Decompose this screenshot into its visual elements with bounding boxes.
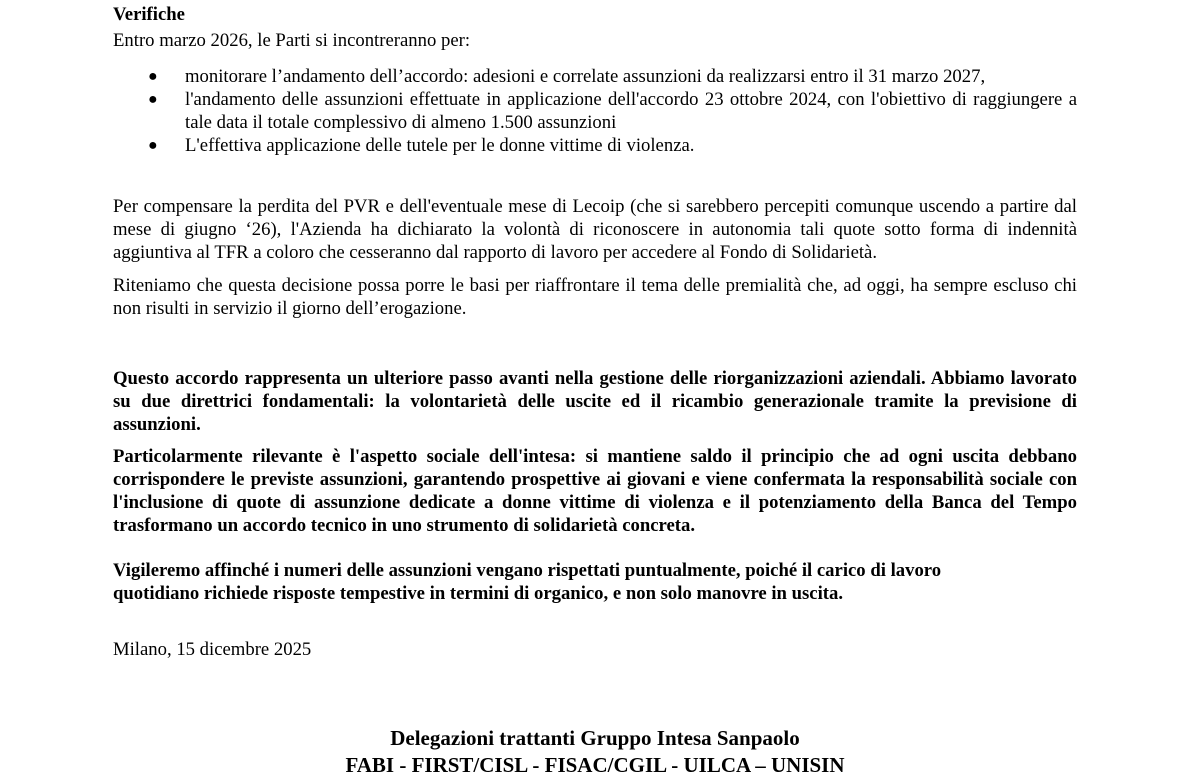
- signature-unions: FABI - FIRST/CISL - FISAC/CGIL - UILCA – UNISIN: [345, 753, 845, 777]
- bullet-dot-icon: ●: [148, 68, 158, 85]
- bullet-dot-icon: ●: [148, 137, 158, 154]
- list-item-text: monitorare l’andamento dell’accordo: adesioni e correlate assunzioni da realizzarsi entro il 31 marzo 2027,: [185, 66, 986, 87]
- paragraph-pvr: Per compensare la perdita del PVR e dell'eventuale mese di Lecoip (che si sarebbero percepiti comunque uscendo a partire dal mese di giugno ‘26), l'Azienda ha dichiarato la volontà di riconoscere in autonomia tali quote sotto forma di indennità aggiuntiva al TFR a coloro che cesseranno dal rapporto di lavoro per accedere al Fondo di Solidarietà.: [113, 196, 1077, 263]
- list-item: [113, 65, 1077, 88]
- paragraph-vigileremo-line1: Vigileremo affinché i numeri delle assunzioni vengano rispettati puntualmente, poiché il carico di lavoro: [113, 560, 942, 581]
- paragraph-vigileremo: [113, 559, 1077, 605]
- document-body: [113, 3, 1077, 661]
- signature-title: Delegazioni trattanti Gruppo Intesa Sanpaolo: [390, 726, 800, 750]
- list-item-text: l'andamento delle assunzioni effettuate in applicazione dell'accordo 23 ottobre 2024, con l'obiettivo di raggiungere a tale data il totale complessivo di almeno 1.500 assunzioni: [185, 89, 1077, 133]
- paragraph-accordo: Questo accordo rappresenta un ulteriore passo avanti nella gestione delle riorganizzazioni aziendali. Abbiamo lavorato su due direttrici fondamentali: la volontarietà delle uscite ed il ricambio generazionale tramite la previsione di assunzioni.: [113, 368, 1077, 435]
- section-heading: Verifiche: [113, 4, 185, 25]
- paragraph-particolarmente: Particolarmente rilevante è l'aspetto sociale dell'intesa: si mantiene saldo il principio che ad ogni uscita debbano corrispondere le previste assunzioni, garantendo prospettive ai giovani e viene confermata la responsabilità sociale con l'inclusione di quote di assunzione dedicate a donne vittime di violenza e il potenziamento della Banca del Tempo trasformano un accordo tecnico in uno strumento di solidarietà concreta.: [113, 446, 1077, 536]
- verification-list: [113, 65, 1077, 157]
- date-line: Milano, 15 dicembre 2025: [113, 639, 312, 660]
- paragraph-vigileremo-line2: quotidiano richiede risposte tempestive in termini di organico, e non solo manovre in uscita.: [113, 583, 844, 604]
- list-item: [113, 88, 1077, 134]
- section-intro: Entro marzo 2026, le Parti si incontreranno per:: [113, 30, 471, 51]
- list-item: [113, 134, 1077, 157]
- bullet-dot-icon: ●: [148, 91, 158, 108]
- paragraph-riteniamo: Riteniamo che questa decisione possa porre le basi per riaffrontare il tema delle premialità che, ad oggi, ha sempre escluso chi non risulti in servizio il giorno dell’erogazione.: [113, 275, 1077, 319]
- list-item-text: L'effettiva applicazione delle tutele per le donne vittime di violenza.: [185, 135, 695, 156]
